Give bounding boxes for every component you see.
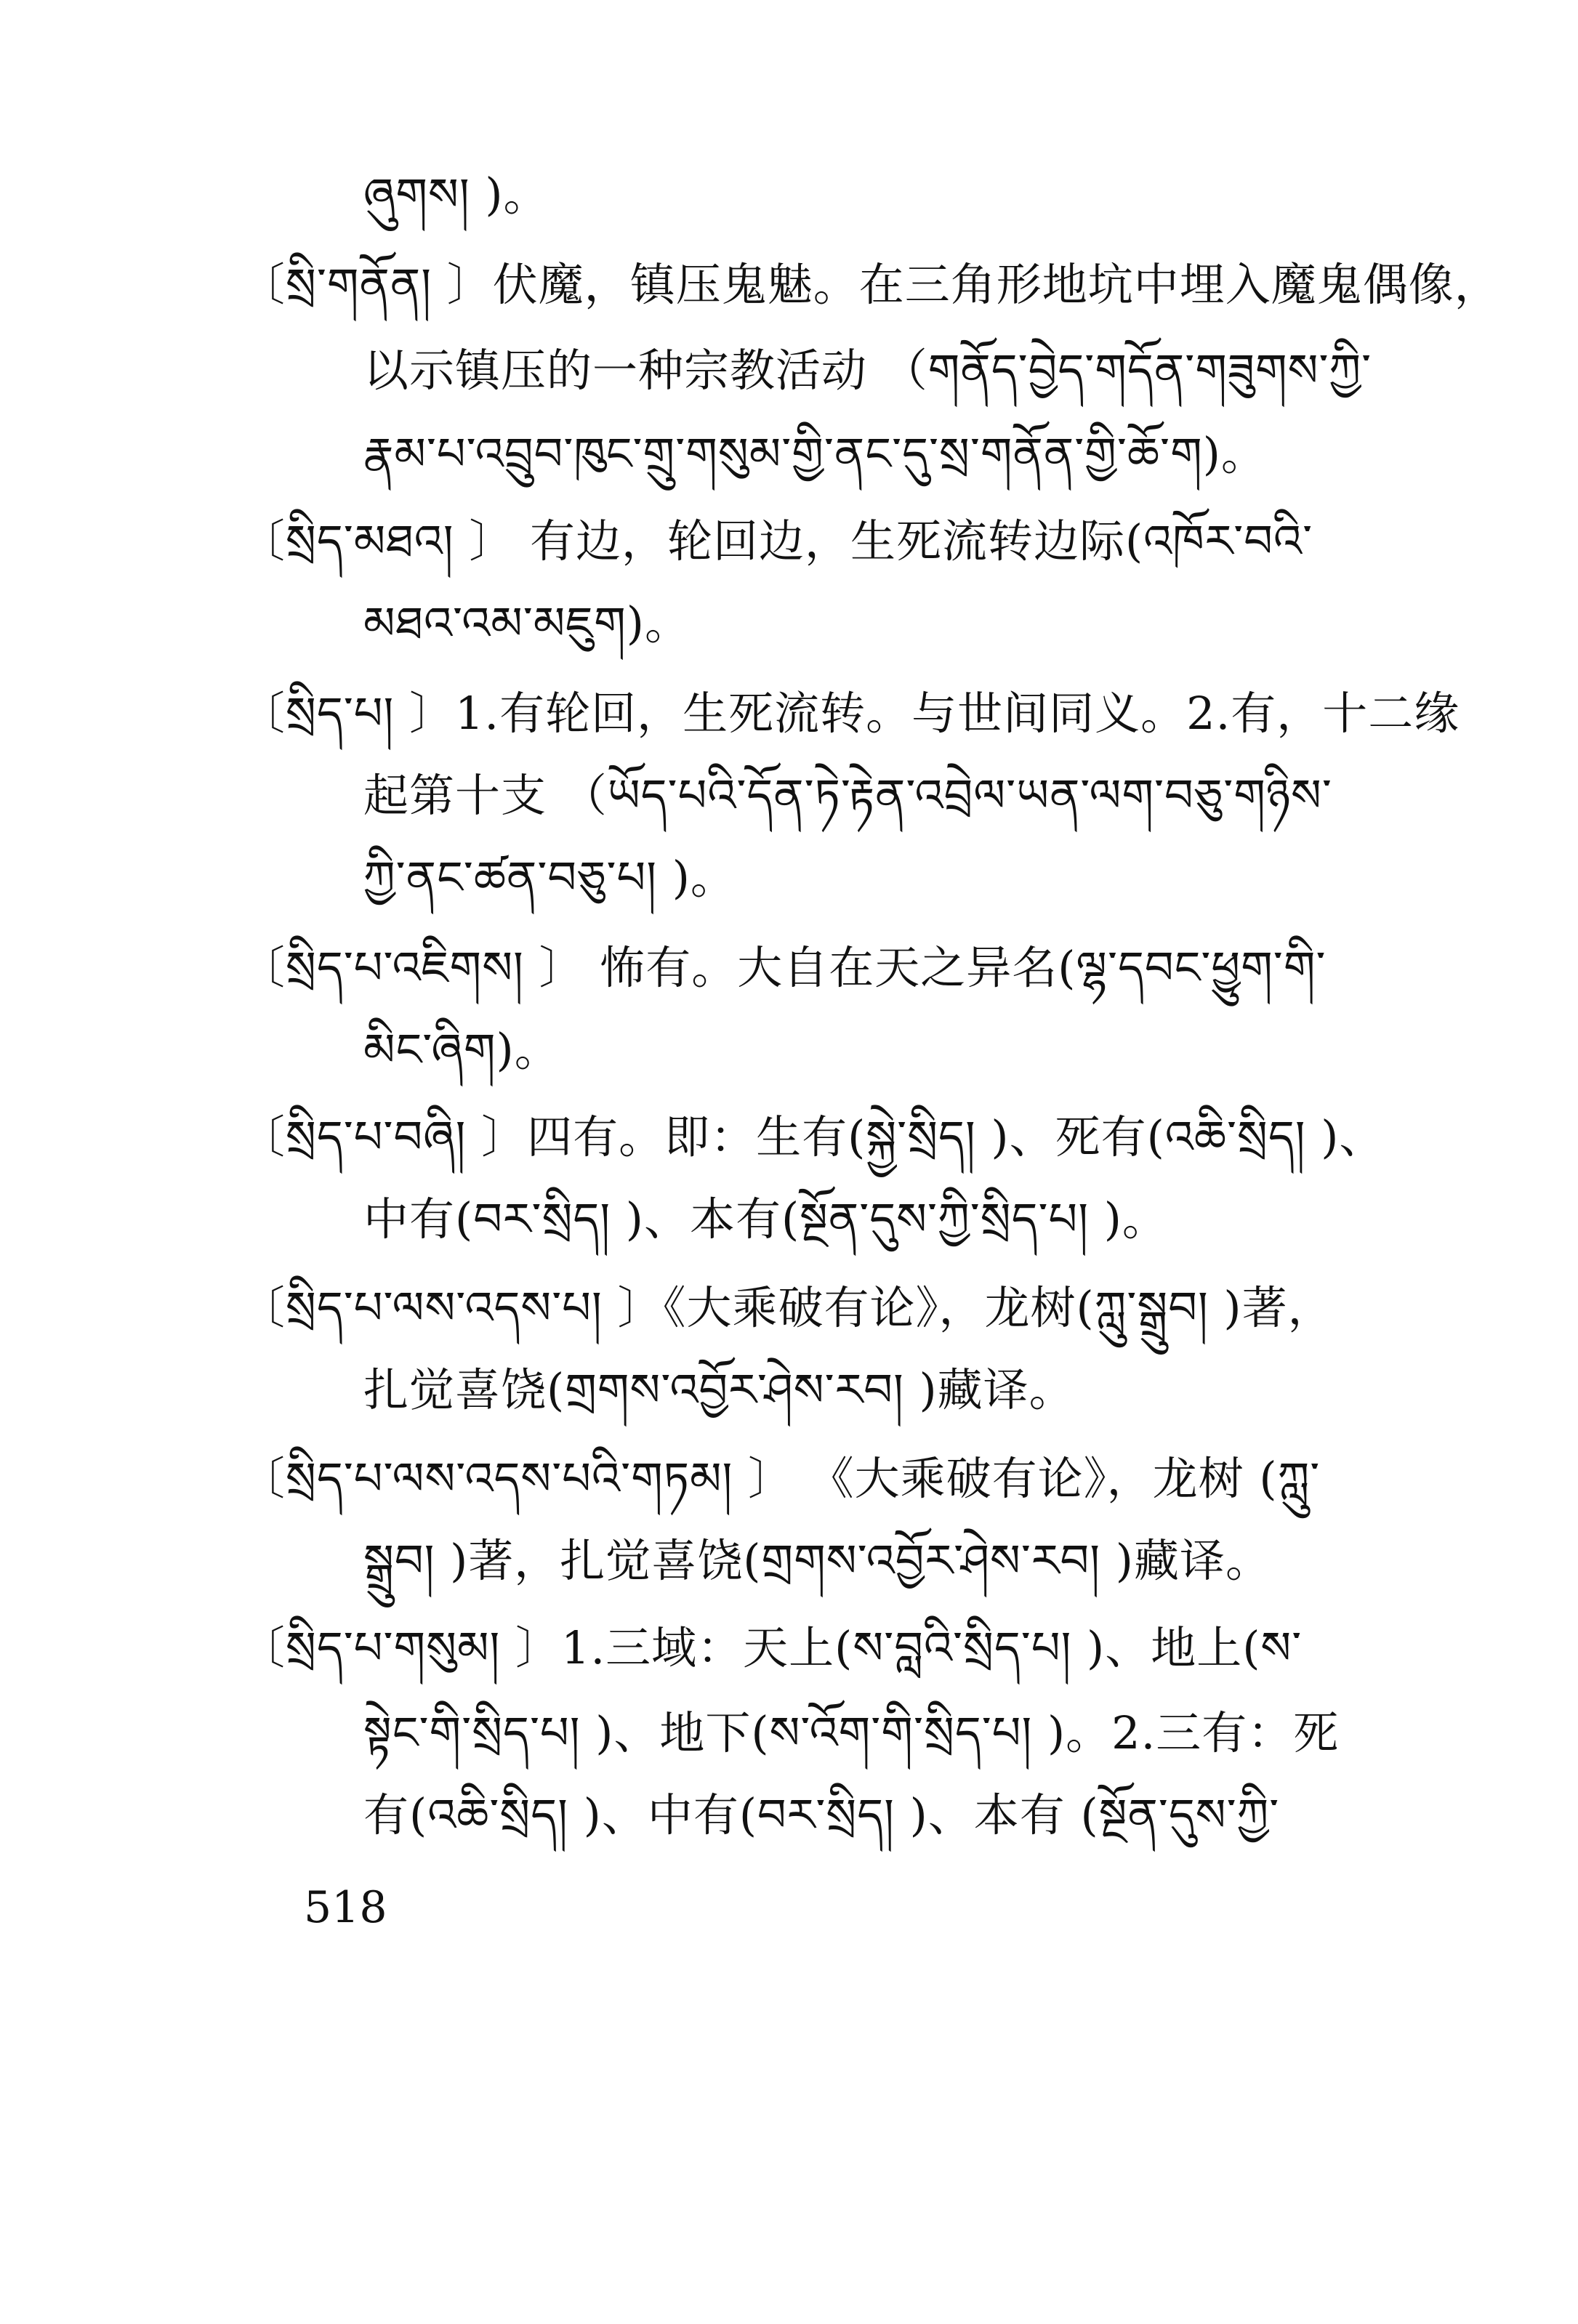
text-line: མཐའ་འམ་མཇུག)。 xyxy=(363,597,691,650)
text-line: 中有(བར་སྲིད། )、本有(སྔོན་དུས་ཀྱི་སྲིད་པ། )。 xyxy=(363,1193,1168,1246)
text-line: སྒྲུབ། )著，扎觉喜饶(གྲགས་འབྱོར་ཤེས་རབ། )藏译。 xyxy=(363,1534,1271,1587)
text-line: 有(འཆི་སྲིད། )、中有(བར་སྲིད། )、本有 (སྔོན་དུས་ཀྱི་ xyxy=(363,1788,1280,1841)
text-line: 〔སྲིད་པ་གསུམ། 〕1.三域：天上(ས་བླའི་སྲིད་པ། )、地上(ས་ xyxy=(240,1621,1303,1674)
text-line: 〔སྲི་གནོན། 〕伏魔，镇压鬼魅。在三角形地坑中埋入魔鬼偶像， xyxy=(240,258,1500,311)
page-number: 518 xyxy=(304,1882,387,1933)
text-line: 〔སྲིད་པ་ལས་འདས་པའི་གཏམ། 〕 《大乘破有论》，龙树 (ཀླུ་ xyxy=(240,1452,1321,1505)
text-line: 〔སྲིད་པ་འཇིགས། 〕 怖有。大自在天之异名(ལྷ་དབང་ཕྱུག་གི་ xyxy=(240,941,1327,994)
text-line: སྟེང་གི་སྲིད་པ། )、地下(ས་འོག་གི་སྲིད་པ། )。2.三有：死 xyxy=(363,1706,1340,1759)
text-line: རྣམ་པ་འབྲུབ་ཁུང་གྲུ་གསུམ་གྱི་ནང་དུ་སྲ་གནོན་གྱི་ཆོ་ག)。 xyxy=(363,427,1267,480)
text-line: མིང་ཞིག)。 xyxy=(363,1023,560,1076)
text-line: 〔སྲིད་མཐའ། 〕 有边，轮回边，生死流转边际(འཁོར་བའི་ xyxy=(240,515,1313,568)
text-line: 扎觉喜饶(གྲགས་འབྱོར་ཤེས་རབ། )藏译。 xyxy=(363,1363,1075,1416)
text-line: 〔སྲིད་པ་བཞི། 〕四有。即：生有(སྐྱེ་སྲིད། )、死有(འཆི་སྲིད། )、 xyxy=(240,1110,1385,1163)
text-line: 起第十支 （ཡོད་པའི་དོན་ཏེ་རྟེན་འབྲེལ་ཡན་ལག་བཅུ་གཉིས་ xyxy=(363,769,1332,822)
text-line: ཀྱི་ནང་ཚན་བཅུ་པ། )。 xyxy=(363,851,736,904)
text-line: 〔སྲིད་པ་ལས་འདས་པ། 〕《大乘破有论》，龙树(ཀླུ་སྒྲུབ། )著， xyxy=(240,1281,1334,1334)
text-line: ཞུགས། )。 xyxy=(363,168,550,221)
text-line: 〔སྲིད་པ། 〕1.有轮回，生死流转。与世间同义。2.有，十二缘 xyxy=(240,687,1460,740)
text-line: 以示镇压的一种宗教活动 （གནོད་བྱེད་གདོན་གཟུགས་ཀྱི་ xyxy=(363,344,1372,397)
